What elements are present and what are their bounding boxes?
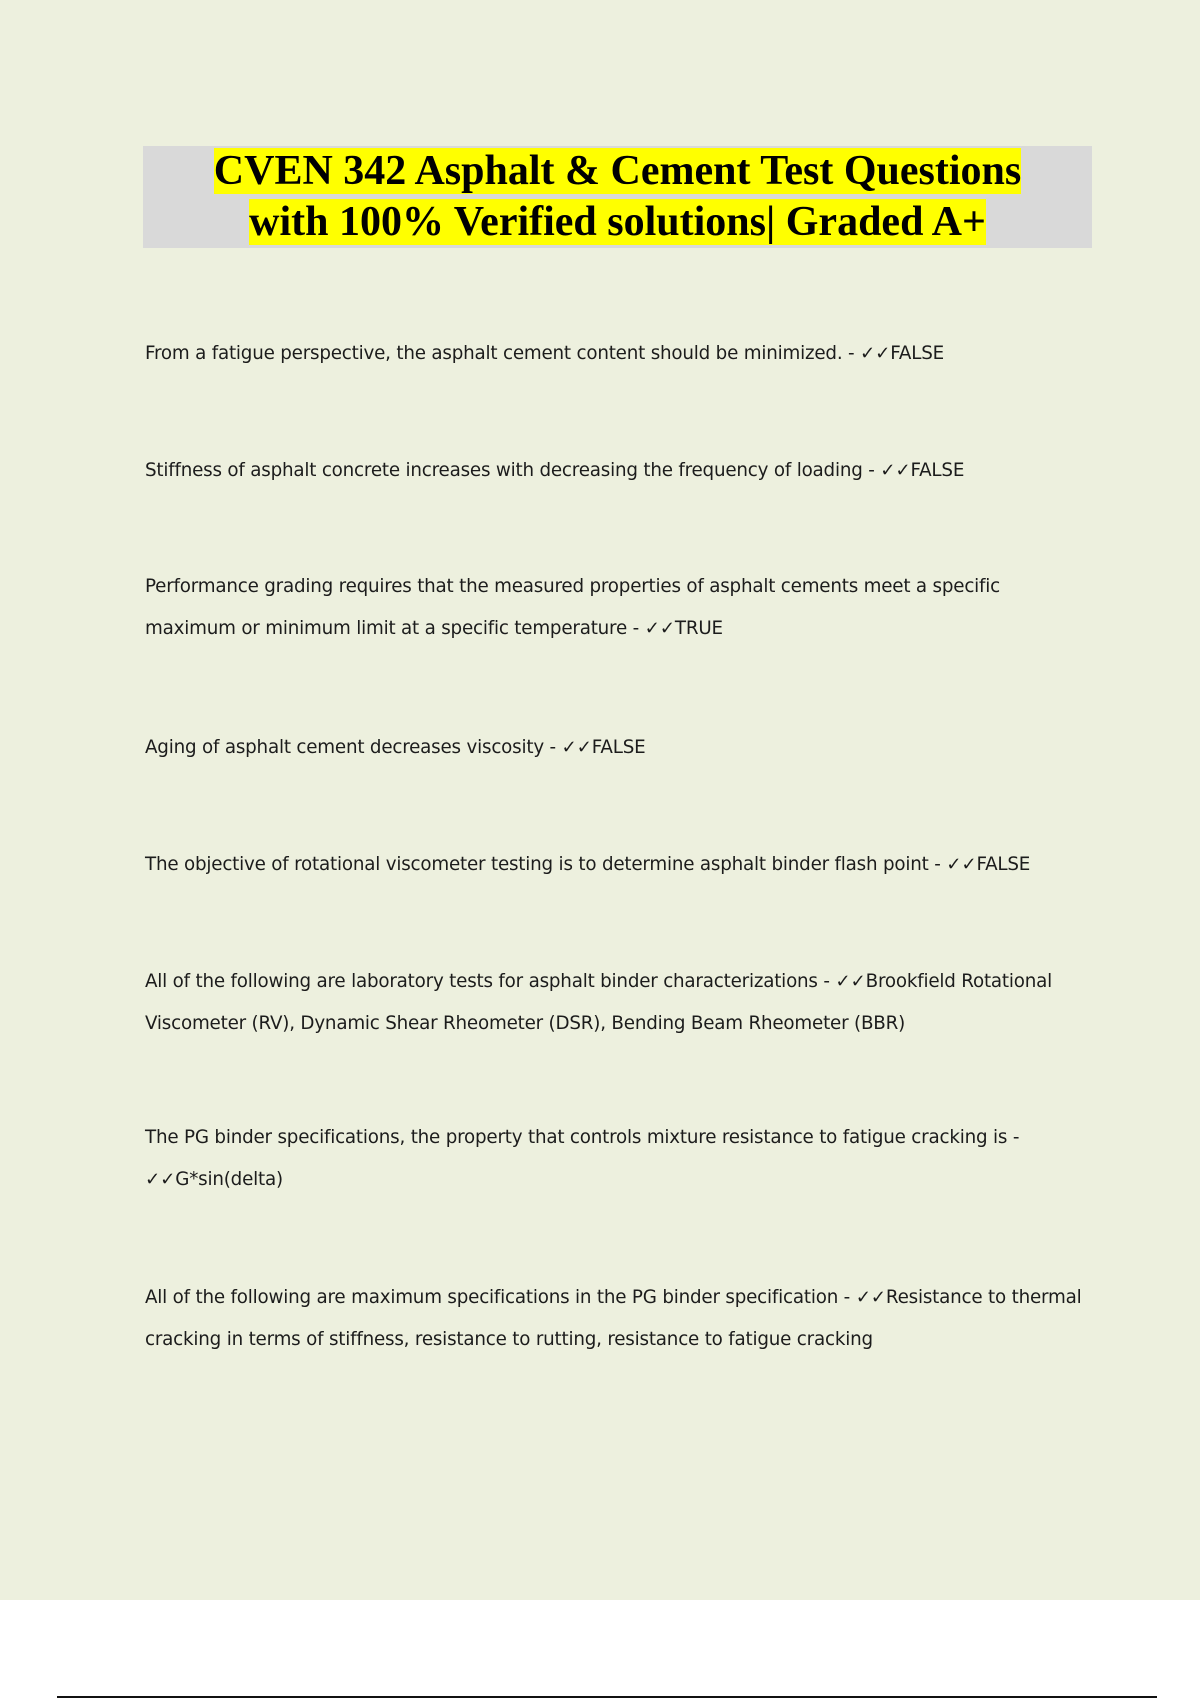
qa-item-8: All of the following are maximum specifications in the PG binder specification - ✓✓Resistance to thermal cracking in terms of stiffness, resistance to rutting, resistance to fatigue cracking xyxy=(145,1287,1082,1350)
title-banner xyxy=(143,146,1092,248)
qa-item-5: The objective of rotational viscometer testing is to determine asphalt binder flash point - ✓✓FALSE xyxy=(145,854,1031,875)
qa-item-7: The PG binder specifications, the property that controls mixture resistance to fatigue cracking is - ✓✓G*sin(delta) xyxy=(145,1127,1020,1190)
document-title-line-1: CVEN 342 Asphalt & Cement Test Questions xyxy=(213,148,1022,194)
qa-item-6: All of the following are laboratory tests for asphalt binder characterizations - ✓✓Brookfield Rotational Viscometer (RV), Dynamic Shear Rheometer (DSR), Bending Beam Rheometer (BBR) xyxy=(145,971,1053,1034)
qa-item-4: Aging of asphalt cement decreases viscosity - ✓✓FALSE xyxy=(145,737,646,758)
qa-item-3: Performance grading requires that the measured properties of asphalt cements meet a specific maximum or minimum limit at a specific temperature - ✓✓TRUE xyxy=(145,576,1001,639)
document-title-line-2: with 100% Verified solutions| Graded A+ xyxy=(249,199,986,245)
qa-item-1: From a fatigue perspective, the asphalt cement content should be minimized. - ✓✓FALSE xyxy=(145,343,944,364)
bottom-divider xyxy=(57,1696,1157,1698)
qa-item-2: Stiffness of asphalt concrete increases with decreasing the frequency of loading - ✓✓FALSE xyxy=(145,460,965,481)
